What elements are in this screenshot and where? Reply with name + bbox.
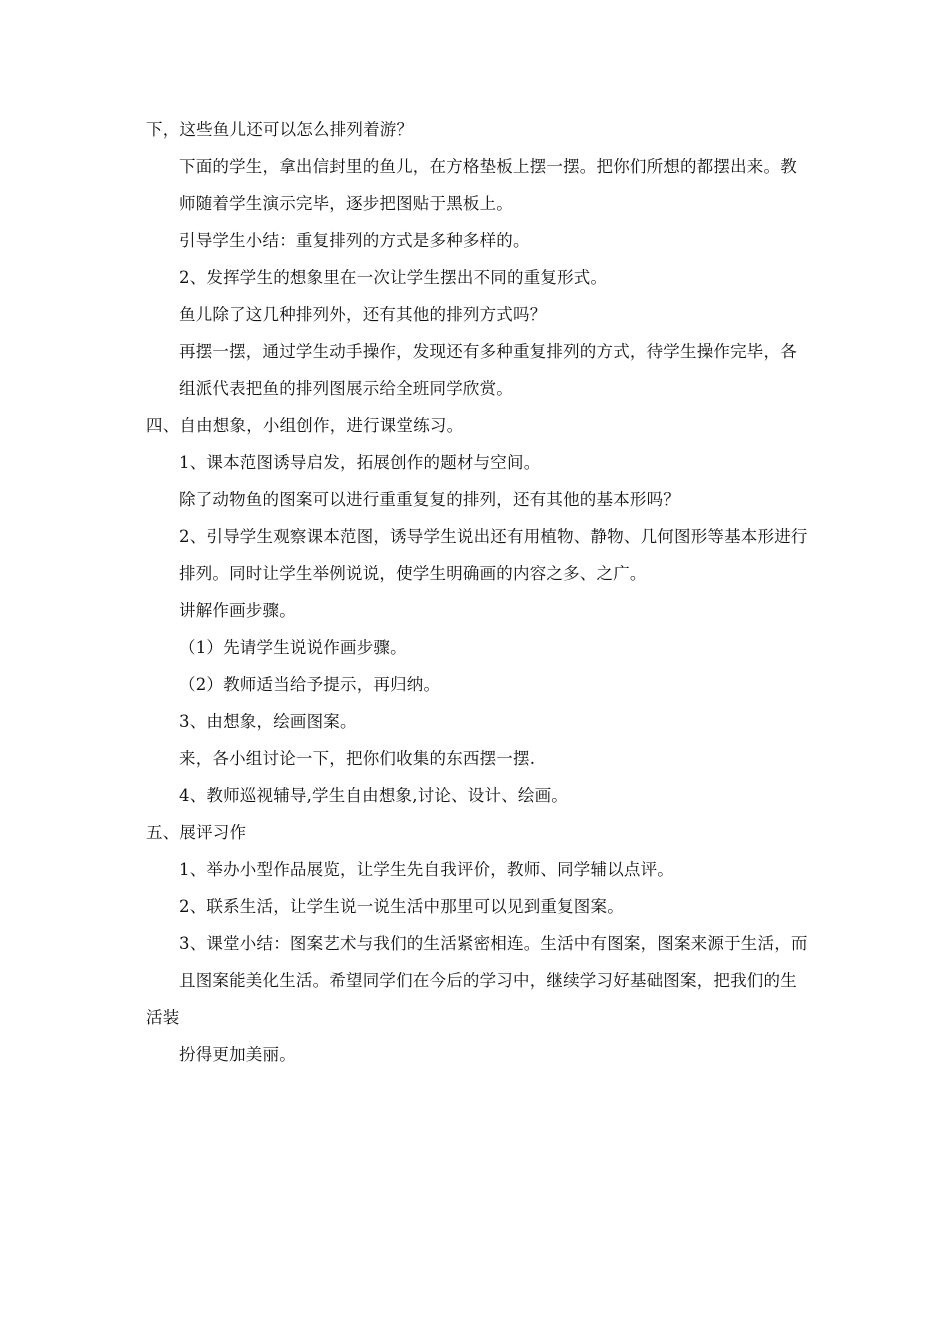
paragraph [146,925,810,1073]
text-line: 下，这些鱼儿还可以怎么排列着游？ [146,120,414,139]
text-line: 且图案能美化生活。希望同学们在今后的学习中，继续学习好基础图案，把我们的生活装 [146,971,797,1027]
paragraph [146,148,810,222]
paragraph [146,333,810,407]
text-line: （2）教师适当给予提示，再归纳。 [179,675,441,694]
text-line: 讲解作画步骤。 [179,601,296,620]
paragraph [146,629,810,666]
paragraph [146,592,810,629]
section-heading [146,814,810,851]
text-line: 1、课本范图诱导启发，拓展创作的题材与空间。 [179,453,541,472]
paragraph [146,518,810,592]
text-line: 扮得更加美丽。 [179,1045,296,1064]
paragraph [146,296,810,333]
section-heading [146,407,810,444]
paragraph [146,666,810,703]
text-line: 下面的学生，拿出信封里的鱼儿，在方格垫板上摆一摆。把你们所想的都摆出来。教 [179,157,797,176]
text-line: 五、展评习作 [146,823,247,842]
paragraph [146,222,810,259]
text-line: 再摆一摆，通过学生动手操作，发现还有多种重复排列的方式，待学生操作完毕，各 [179,342,797,361]
text-line: 4、教师巡视辅导,学生自由想象,讨论、设计、绘画。 [179,786,568,805]
text-line: 3、课堂小结：图案艺术与我们的生活紧密相连。生活中有图案，图案来源于生活，而 [179,934,808,953]
text-line: 除了动物鱼的图案可以进行重重复复的排列，还有其他的基本形吗？ [179,490,680,509]
text-line: （1）先请学生说说作画步骤。 [179,638,407,657]
paragraph [146,259,810,296]
paragraph [146,703,810,740]
paragraph [146,444,810,481]
paragraph [146,888,810,925]
paragraph [146,851,810,888]
paragraph [146,740,810,777]
text-line: 2、发挥学生的想象里在一次让学生摆出不同的重复形式。 [179,268,608,287]
document-body [146,111,810,1073]
text-line: 1、举办小型作品展览，让学生先自我评价，教师、同学辅以点评。 [179,860,674,879]
text-line: 2、联系生活，让学生说一说生活中那里可以见到重复图案。 [179,897,624,916]
text-line: 3、由想象，绘画图案。 [179,712,357,731]
paragraph [146,777,810,814]
text-line: 引导学生小结：重复排列的方式是多种多样的。 [179,231,530,250]
paragraph [146,481,810,518]
text-line: 排列。同时让学生举例说说，使学生明确画的内容之多、之广。 [179,564,647,583]
text-line: 师随着学生演示完毕，逐步把图贴于黑板上。 [179,194,513,213]
text-line: 来，各小组讨论一下，把你们收集的东西摆一摆. [179,749,536,768]
text-line: 组派代表把鱼的排列图展示给全班同学欣赏。 [179,379,513,398]
text-line: 四、自由想象，小组创作，进行课堂练习。 [146,416,464,435]
section-heading [146,111,810,148]
text-line: 2、引导学生观察课本范图，诱导学生说出还有用植物、静物、几何图形等基本形进行 [179,527,808,546]
text-line: 鱼儿除了这几种排列外，还有其他的排列方式吗？ [179,305,547,324]
